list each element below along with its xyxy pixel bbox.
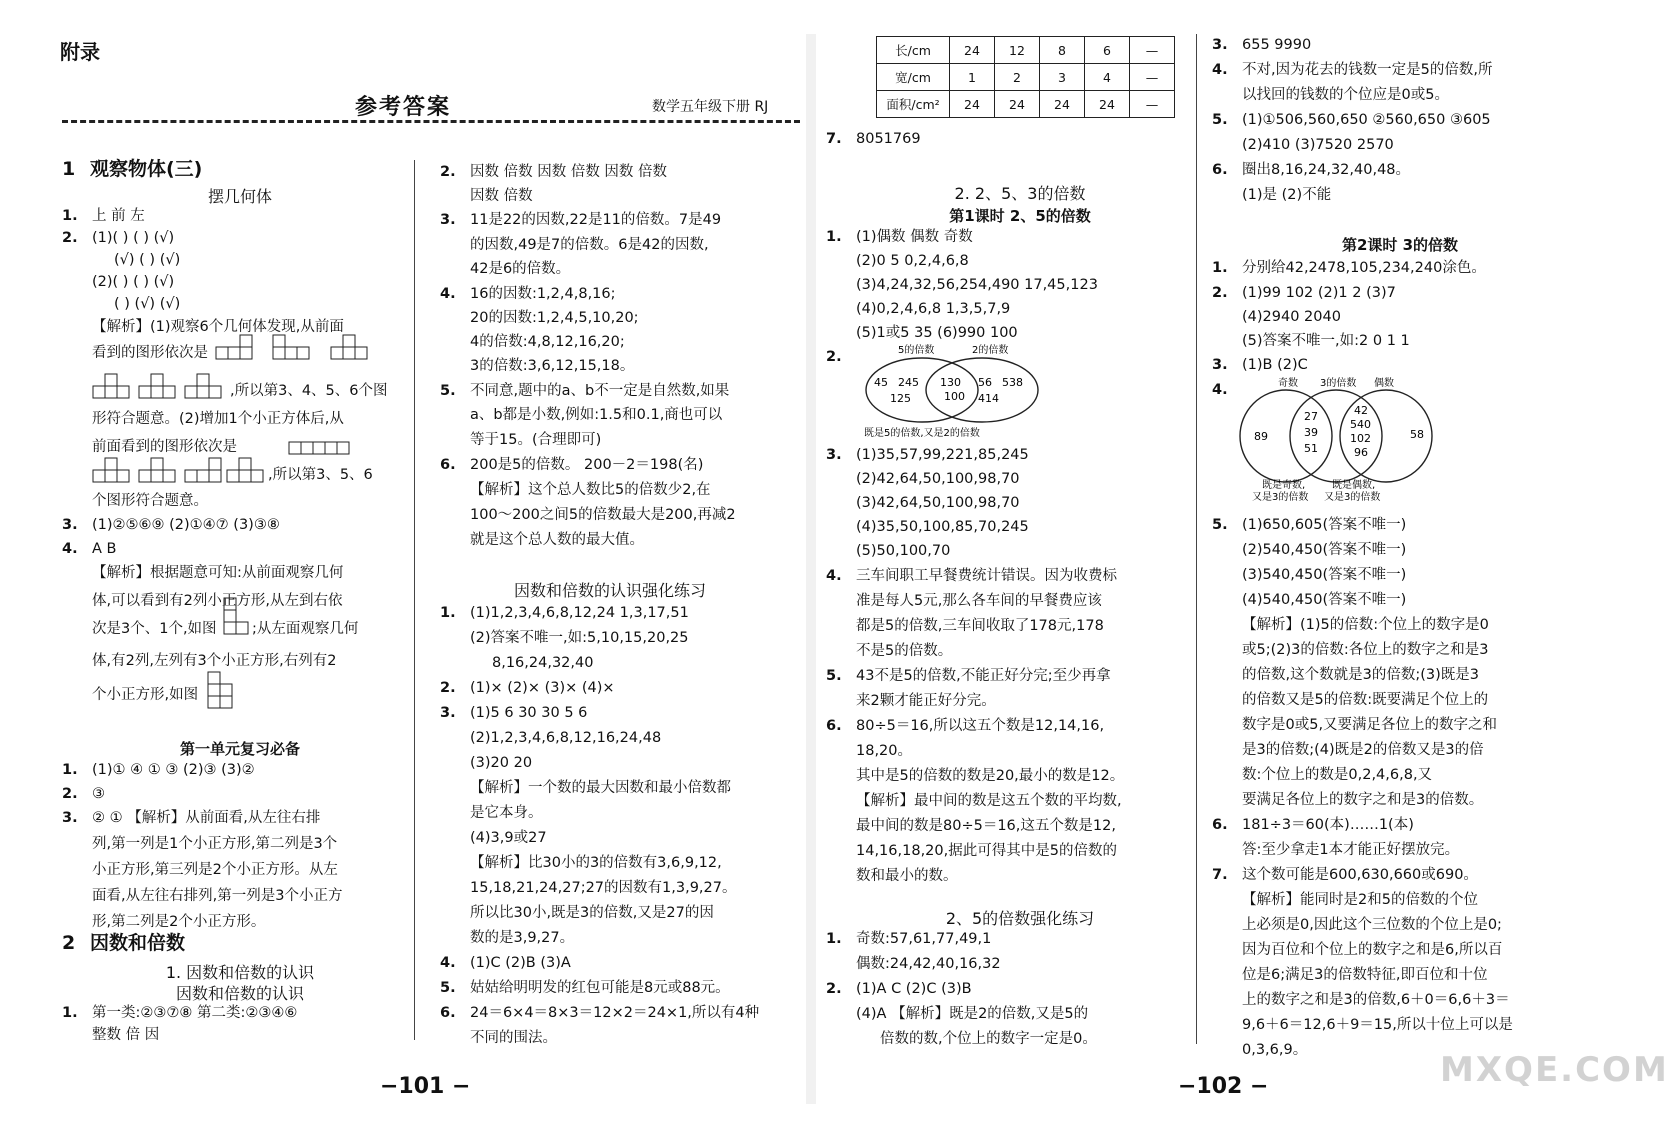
subsection-heading: 第一单元复习必备 <box>179 740 300 758</box>
table-cell: 宽/cm <box>877 64 950 91</box>
table-cell: 24 <box>1040 91 1085 118</box>
analysis-line: ,所以第3、5、6 <box>268 467 373 483</box>
analysis-line: 体,有2列,左列有3个小正方形,右列有2 <box>92 653 337 669</box>
lesson-heading: 第1课时 2、5的倍数 <box>949 207 1091 225</box>
answer-line: 4. 三车间职工早餐费统计错误。因为收费标 <box>826 568 1117 584</box>
answer-line: (3)540,450(答案不唯一) <box>1242 567 1407 583</box>
answer-line: 5. 姑姑给明明发的红包可能是8元或88元。 <box>440 980 730 996</box>
analysis-line: 【解析】最中间的数是这五个数的平均数, <box>856 793 1122 809</box>
analysis-line: 是3的倍数;(4)既是2的倍数又是3的倍 <box>1242 742 1484 758</box>
answer-line: 8,16,24,32,40 <box>492 655 594 671</box>
subsection-heading: 2. 2、5、3的倍数 <box>954 184 1086 203</box>
answer-line: (2)410 (3)7520 2570 <box>1242 137 1394 153</box>
analysis-line: 【解析】(1)观察6个几何体发现,从前面 <box>92 319 344 335</box>
analysis-line: 前面看到的图形依次是 <box>92 439 237 455</box>
answer-line: (√) ( ) (√) <box>114 252 181 268</box>
venn-note: 既是5的倍数,又是2的倍数 <box>864 428 980 439</box>
analysis-line: 100～200之间5的倍数最大是200,再减2 <box>470 507 736 523</box>
venn-value: 58 <box>1410 428 1424 441</box>
analysis-line: 0,3,6,9。 <box>1242 1042 1308 1058</box>
analysis-line: 【解析】(1)5的倍数:个位上的数字是0 <box>1242 617 1489 633</box>
answer-line: 3. (1)35,57,99,221,85,245 <box>826 447 1029 463</box>
cube-figure <box>272 333 312 367</box>
watermark: MXQE.COM <box>1440 1050 1669 1090</box>
venn-note: 又是3的倍数 <box>1324 492 1381 503</box>
table-cell: 面积/cm² <box>877 91 950 118</box>
analysis-line: ;从左面观察几何 <box>252 621 359 637</box>
section-heading-2: 2 因数和倍数 <box>62 932 186 954</box>
answer-line: (2)答案不唯一,如:5,10,15,20,25 <box>470 630 689 646</box>
answer-line: 4. A B <box>62 541 117 557</box>
analysis-line: 最中间的数是80÷5＝16,这五个数是12, <box>856 818 1116 834</box>
analysis-line: 形符合题意。(2)增加1个小正方体后,从 <box>92 411 344 427</box>
table-row <box>877 64 1175 91</box>
venn-value: 27 <box>1304 410 1318 423</box>
page-gutter <box>806 34 816 1104</box>
answer-line: (2)( ) ( ) (√) <box>92 274 175 290</box>
answer-line: 3. 11是22的因数,22是11的倍数。7是49 <box>440 212 722 228</box>
analysis-line: 面看,从左往右排列,第一列是3个小正方 <box>92 888 343 904</box>
answer-line: 5. 不同意,题中的a、b不一定是自然数,如果 <box>440 383 730 399</box>
answer-line: (4)540,450(答案不唯一) <box>1242 592 1407 608</box>
column-divider-left <box>414 160 415 1040</box>
column-divider-right <box>1196 34 1197 1044</box>
analysis-line: 列,第一列是1个小正方形,第二列是3个 <box>92 836 338 852</box>
answer-line: 来2颗才能正好分完。 <box>856 693 996 709</box>
answer-line: 3. 655 9990 <box>1212 37 1312 53</box>
answer-line: 7. 8051769 <box>826 131 921 147</box>
cube-figure <box>92 456 132 490</box>
cube-figure <box>184 372 224 406</box>
table-cell: 4 <box>1085 64 1130 91</box>
cube-figure <box>288 428 352 462</box>
subsection-heading: 1. 因数和倍数的认识 <box>165 963 315 982</box>
analysis-line: 【解析】根据题意可知:从前面观察几何 <box>92 565 344 581</box>
analysis-line: 数:个位上的数是0,2,4,6,8,又 <box>1242 767 1433 783</box>
venn-value: 56 <box>978 376 992 389</box>
answer-line: 20的因数:1,2,4,5,10,20; <box>470 310 639 326</box>
answer-line: 以找回的钱数的个位应是0或5。 <box>1242 87 1449 103</box>
answer-line: 因数 倍数 <box>470 188 533 204</box>
analysis-line: 数的是3,9,27。 <box>470 930 575 946</box>
answer-line: (3)4,24,32,56,254,490 17,45,123 <box>856 277 1098 293</box>
analysis-line: 14,16,18,20,据此可得其中是5的倍数的 <box>856 843 1117 859</box>
answer-line: 4. 不对,因为花去的钱数一定是5的倍数,所 <box>1212 62 1493 78</box>
answer-line: 1. 上 前 左 <box>62 208 145 224</box>
cube-figure <box>330 333 370 367</box>
answer-line: 不是5的倍数。 <box>856 643 953 659</box>
venn-value: 130 <box>940 376 961 389</box>
answer-line: (5)答案不唯一,如:2 0 1 1 <box>1242 333 1410 349</box>
answer-line: (3)20 20 <box>470 755 533 771</box>
answer-line: 5. (1)①506,560,650 ②560,650 ③605 <box>1212 112 1491 128</box>
answer-line: (1)是 (2)不能 <box>1242 187 1332 203</box>
answer-line: 6. 圈出8,16,24,32,40,48。 <box>1212 162 1411 178</box>
answer-line: 准是每人5元,那么各车间的早餐费应该 <box>856 593 1102 609</box>
subsection-heading: 2、5的倍数强化练习 <box>945 909 1095 928</box>
answer-line: 4. (1)C (2)B (3)A <box>440 955 571 971</box>
analysis-line: 所以比30小,既是3的倍数,又是27的因 <box>470 905 714 921</box>
answer-line: 18,20。 <box>856 743 913 759</box>
analysis-line: 或5;(2)3的倍数:各位上的数字之和是3 <box>1242 642 1489 658</box>
table-cell: 24 <box>995 91 1040 118</box>
venn-note: 既是奇数, <box>1262 480 1306 491</box>
table-cell: 1 <box>950 64 995 91</box>
answer-line: 1. 第一类:②③⑦⑧ 第二类:②③④⑥ <box>62 1005 298 1021</box>
answer-line: 7. 这个数可能是600,630,660或690。 <box>1212 867 1478 883</box>
answer-line: 2. 因数 倍数 因数 倍数 因数 倍数 <box>440 164 668 180</box>
venn-note: 又是3的倍数 <box>1252 492 1309 503</box>
answer-line: 3. (1)②⑤⑥⑨ (2)①④⑦ (3)③⑧ <box>62 517 280 533</box>
answer-line: a、b都是小数,例如:1.5和0.1,商也可以 <box>470 407 723 423</box>
answer-line: (4)3,9或27 <box>470 830 547 846</box>
table-cell: — <box>1130 37 1175 64</box>
analysis-line: 15,18,21,24,27;27的因数有1,3,9,27。 <box>470 880 737 896</box>
venn-value: 51 <box>1304 442 1318 455</box>
venn-value: 125 <box>890 392 911 405</box>
venn-value: 540 <box>1350 418 1371 431</box>
venn-value: 42 <box>1354 404 1368 417</box>
analysis-line: 上的数字之和是3的倍数,6＋0＝6,6＋3＝ <box>1242 992 1510 1008</box>
venn-value: 538 <box>1002 376 1023 389</box>
cube-figure <box>138 456 178 490</box>
cube-figure <box>138 372 178 406</box>
table-cell: 6 <box>1085 37 1130 64</box>
answer-line: (2)42,64,50,100,98,70 <box>856 471 1020 487</box>
answer-line: 1. 分别给42,2478,105,234,240涂色。 <box>1212 260 1486 276</box>
answer-line: 2. (1)× (2)× (3)× (4)× <box>440 680 615 696</box>
answer-line: 3的倍数:3,6,12,15,18。 <box>470 358 635 374</box>
table-cell: 8 <box>1040 37 1085 64</box>
analysis-line: 因为百位和个位上的数字之和是6,所以百 <box>1242 942 1503 958</box>
answer-line: 1. 奇数:57,61,77,49,1 <box>826 931 992 947</box>
page-title: 参考答案 <box>355 95 452 120</box>
analysis-line: 形,第二列是2个小正方形。 <box>92 914 266 930</box>
analysis-line: 【解析】能同时是2和5的倍数的个位 <box>1242 892 1478 908</box>
table-cell: 长/cm <box>877 37 950 64</box>
answer-line: 答:至少拿走1本才能正好摆放完。 <box>1242 842 1460 858</box>
cube-figure <box>226 456 266 490</box>
venn-value: 45 <box>874 376 888 389</box>
venn-diagram-odd-3-even <box>1232 374 1452 504</box>
subsection-heading: 摆几何体 <box>207 187 272 206</box>
book-subtitle: 数学五年级下册 RJ <box>652 99 769 115</box>
venn-value: 39 <box>1304 426 1318 439</box>
answer-line: (4)35,50,100,85,70,245 <box>856 519 1029 535</box>
answer-line: 2. (1)( ) ( ) (√) <box>62 230 175 246</box>
venn-note: 既是偶数, <box>1332 480 1376 491</box>
answer-line: (4)2940 2040 <box>1242 309 1341 325</box>
table-cell: 3 <box>1040 64 1085 91</box>
answer-line: 5. 43不是5的倍数,不能正好分完;至少再拿 <box>826 668 1111 684</box>
answer-line: (4)A 【解析】既是2的倍数,又是5的 <box>856 1006 1089 1022</box>
subsection-heading: 因数和倍数的认识 <box>175 984 304 1003</box>
answer-line: (4)0,2,4,6,8 1,3,5,7,9 <box>856 301 1011 317</box>
answer-line: (2)0 5 0,2,4,6,8 <box>856 253 969 269</box>
answer-line: 1. (1)偶数 偶数 奇数 <box>826 229 973 245</box>
answer-line: (5)1或5 35 (6)990 100 <box>856 325 1018 341</box>
analysis-line: 是它本身。 <box>470 805 543 821</box>
table-cell: 12 <box>995 37 1040 64</box>
table-cell: — <box>1130 91 1175 118</box>
cube-figure <box>215 333 255 367</box>
analysis-line: 个图形符合题意。 <box>92 493 208 509</box>
analysis-line: 的倍数又是5的倍数:既要满足个位上的 <box>1242 692 1489 708</box>
analysis-line: 【解析】比30小的3的倍数有3,6,9,12, <box>470 855 722 871</box>
page-number-right: −102 − <box>1178 1074 1269 1099</box>
cube-figure <box>206 670 236 720</box>
answer-line: 2. <box>826 349 842 365</box>
analysis-line: 【解析】一个数的最大因数和最小倍数都 <box>470 780 731 796</box>
answer-line: 3. (1)5 6 30 30 5 6 <box>440 705 588 721</box>
venn-diagram-2-5 <box>860 340 1060 440</box>
answer-line: 6. 24＝6×4＝8×3＝12×2＝24×1,所以有4种 <box>440 1005 760 1021</box>
answer-line: 6. 181÷3＝60(本)……1(本) <box>1212 817 1414 833</box>
answer-line: 都是5的倍数,三车间收取了178元,178 <box>856 618 1104 634</box>
analysis-line: 数字是0或5,又要满足各位上的数字之和 <box>1242 717 1498 733</box>
analysis-line: 小正方形,第三列是2个小正方形。从左 <box>92 862 338 878</box>
answer-line: 6. 200是5的倍数。 200－2＝198(名) <box>440 457 704 473</box>
answer-line: 等于15。(合理即可) <box>470 432 602 448</box>
answer-line: 3. (1)B (2)C <box>1212 357 1308 373</box>
analysis-line: 个小正方形,如图 <box>92 687 199 703</box>
answer-line: 4. <box>1212 382 1228 398</box>
answer-line: 偶数:24,42,40,16,32 <box>856 956 1001 972</box>
table-row <box>877 91 1175 118</box>
analysis-line: 数和最小的数。 <box>856 868 958 884</box>
venn-circle-right <box>926 358 1038 422</box>
venn-value: 414 <box>978 392 999 405</box>
analysis-line: 的倍数,这个数就是3的倍数;(3)既是3 <box>1242 667 1479 683</box>
analysis-line: 要满足各位上的数字之和是3的倍数。 <box>1242 792 1484 808</box>
cube-figure <box>92 372 132 406</box>
answer-line: (5)50,100,70 <box>856 543 951 559</box>
answer-line: 42是6的倍数。 <box>470 261 571 277</box>
analysis-line: 上必须是0,因此这个三位数的个位上是0; <box>1242 917 1502 933</box>
analysis-line: 就是这个总人数的最大值。 <box>470 532 644 548</box>
venn-label: 偶数 <box>1374 378 1394 389</box>
answer-line: 整数 倍 因 <box>92 1027 160 1043</box>
answer-line: (2)540,450(答案不唯一) <box>1242 542 1407 558</box>
analysis-line: 【解析】这个总人数比5的倍数少2,在 <box>470 482 711 498</box>
answer-line: (2)1,2,3,4,6,8,12,16,24,48 <box>470 730 662 746</box>
answer-line: ( ) (√) (√) <box>114 296 181 312</box>
answer-line: 3. ② ① 【解析】从前面看,从左往右排 <box>62 810 321 826</box>
venn-value: 102 <box>1350 432 1371 445</box>
answer-line: 1. (1)① ④ ① ③ (2)③ (3)② <box>62 762 255 778</box>
table-row <box>877 37 1175 64</box>
answer-line: 6. 80÷5＝16,所以这五个数是12,14,16, <box>826 718 1105 734</box>
analysis-line: 9,6＋6＝12,6＋9＝15,所以十位上可以是 <box>1242 1017 1513 1033</box>
analysis-line: ,所以第3、4、5、6个图 <box>230 383 388 399</box>
venn-value: 100 <box>944 390 965 403</box>
analysis-line: 看到的图形依次是 <box>92 345 208 361</box>
table-cell: 24 <box>1085 91 1130 118</box>
venn-value: 96 <box>1354 446 1368 459</box>
cube-figure <box>222 596 252 646</box>
table-cell: 24 <box>950 91 995 118</box>
page-number-left: −101 − <box>380 1074 471 1099</box>
analysis-line: 次是3个、1个,如图 <box>92 621 217 637</box>
answer-line: 的因数,49是7的倍数。6是42的因数, <box>470 237 709 253</box>
answer-line: 1. (1)1,2,3,4,6,8,12,24 1,3,17,51 <box>440 605 689 621</box>
header-divider <box>62 120 800 123</box>
cube-figure <box>184 456 224 490</box>
dimension-table <box>876 36 1175 118</box>
analysis-line: 倍数的数,个位上的数字一定是0。 <box>880 1031 1097 1047</box>
answer-line: 5. (1)650,605(答案不唯一) <box>1212 517 1407 533</box>
section-heading-1: 1 观察物体(三) <box>62 158 203 180</box>
venn-value: 245 <box>898 376 919 389</box>
answer-line: 2. ③ <box>62 786 105 802</box>
answer-line: 2. (1)99 102 (2)1 2 (3)7 <box>1212 285 1396 301</box>
answer-line: 其中是5的倍数的数是20,最小的数是12。 <box>856 768 1125 784</box>
analysis-line: 位是6;满足3的倍数特征,即百位和十位 <box>1242 967 1488 983</box>
venn-label: 5的倍数 <box>898 345 935 356</box>
subsection-heading: 因数和倍数的认识强化练习 <box>513 581 706 600</box>
venn-label: 奇数 <box>1278 378 1298 389</box>
answer-line: (3)42,64,50,100,98,70 <box>856 495 1020 511</box>
answer-line: 2. (1)A C (2)C (3)B <box>826 981 972 997</box>
table-cell: 24 <box>950 37 995 64</box>
answer-line: 4的倍数:4,8,12,16,20; <box>470 334 625 350</box>
analysis-line: 体,可以看到有2列小正方形,从左到右依 <box>92 593 343 609</box>
appendix-label: 附录 <box>60 40 100 64</box>
answer-line: 不同的围法。 <box>470 1030 557 1046</box>
lesson-heading: 第2课时 3的倍数 <box>1341 236 1459 254</box>
venn-value: 89 <box>1254 430 1268 443</box>
venn-label: 2的倍数 <box>972 345 1009 356</box>
table-cell: 2 <box>995 64 1040 91</box>
answer-line: 4. 16的因数:1,2,4,8,16; <box>440 286 616 302</box>
table-cell: — <box>1130 64 1175 91</box>
venn-label: 3的倍数 <box>1320 378 1357 389</box>
